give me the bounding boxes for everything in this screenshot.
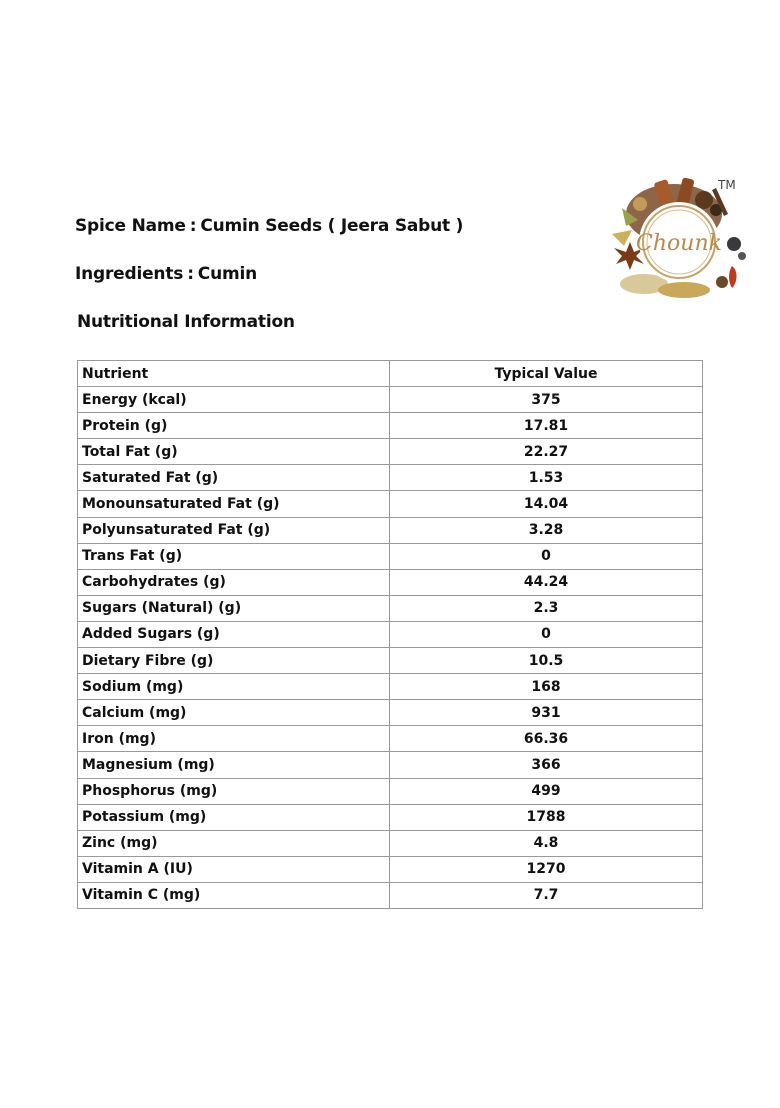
nutritional-information-title: Nutritional Information bbox=[77, 312, 295, 332]
table-row bbox=[78, 726, 703, 752]
nutrient-name: Sodium (mg) bbox=[78, 674, 390, 700]
nutrient-name: Polyunsaturated Fat (g) bbox=[78, 517, 390, 543]
nutrient-name: Carbohydrates (g) bbox=[78, 569, 390, 595]
nutrient-value: 10.5 bbox=[390, 648, 703, 674]
nutrient-value: 14.04 bbox=[390, 491, 703, 517]
nutrient-name: Zinc (mg) bbox=[78, 830, 390, 856]
nutrient-name: Monounsaturated Fat (g) bbox=[78, 491, 390, 517]
table-row bbox=[78, 778, 703, 804]
table-row bbox=[78, 856, 703, 882]
table-header-row bbox=[78, 361, 703, 387]
table-row bbox=[78, 674, 703, 700]
table-row bbox=[78, 387, 703, 413]
nutrient-value: 0 bbox=[390, 543, 703, 569]
nutrient-value: 66.36 bbox=[390, 726, 703, 752]
nutrient-value: 4.8 bbox=[390, 830, 703, 856]
nutrient-name: Trans Fat (g) bbox=[78, 543, 390, 569]
table-row bbox=[78, 700, 703, 726]
nutrient-name: Vitamin A (IU) bbox=[78, 856, 390, 882]
nutrient-value: 1270 bbox=[390, 856, 703, 882]
nutrient-name: Protein (g) bbox=[78, 413, 390, 439]
nutrient-value: 7.7 bbox=[390, 882, 703, 908]
nutrient-name: Vitamin C (mg) bbox=[78, 882, 390, 908]
nutrient-value: 1788 bbox=[390, 804, 703, 830]
spice-name-value: Cumin Seeds ( Jeera Sabut ) bbox=[200, 216, 464, 236]
nutrient-name: Energy (kcal) bbox=[78, 387, 390, 413]
nutrient-name: Calcium (mg) bbox=[78, 700, 390, 726]
table-row bbox=[78, 413, 703, 439]
nutrient-value: 499 bbox=[390, 778, 703, 804]
table-row bbox=[78, 830, 703, 856]
nutrient-name: Dietary Fibre (g) bbox=[78, 648, 390, 674]
table-row bbox=[78, 465, 703, 491]
table-row bbox=[78, 517, 703, 543]
nutrient-name: Added Sugars (g) bbox=[78, 621, 390, 647]
ingredients-label: Ingredients bbox=[75, 264, 184, 284]
table-row bbox=[78, 621, 703, 647]
table-row bbox=[78, 882, 703, 908]
nutrient-value: 3.28 bbox=[390, 517, 703, 543]
nutrient-name: Total Fat (g) bbox=[78, 439, 390, 465]
table-row bbox=[78, 569, 703, 595]
table-row bbox=[78, 804, 703, 830]
spice-name-label: Spice Name bbox=[75, 216, 186, 236]
nutrient-value: 22.27 bbox=[390, 439, 703, 465]
nutrition-table bbox=[77, 360, 703, 909]
nutrient-name: Phosphorus (mg) bbox=[78, 778, 390, 804]
ingredients-value: Cumin bbox=[197, 264, 258, 284]
spice-name-line: Spice Name : Cumin Seeds ( Jeera Sabut ) bbox=[75, 216, 464, 236]
chounk-logo bbox=[604, 174, 754, 304]
table-row bbox=[78, 648, 703, 674]
nutrient-value: 0 bbox=[390, 621, 703, 647]
nutrient-value: 17.81 bbox=[390, 413, 703, 439]
table-row bbox=[78, 543, 703, 569]
nutrient-name: Iron (mg) bbox=[78, 726, 390, 752]
table-row bbox=[78, 595, 703, 621]
trademark-symbol: TM bbox=[718, 178, 736, 192]
nutrient-value: 375 bbox=[390, 387, 703, 413]
nutrient-value: 2.3 bbox=[390, 595, 703, 621]
header-nutrient: Nutrient bbox=[78, 361, 390, 387]
nutrient-name: Saturated Fat (g) bbox=[78, 465, 390, 491]
nutrient-value: 1.53 bbox=[390, 465, 703, 491]
spice-logo-icon bbox=[604, 174, 754, 304]
nutrient-name: Magnesium (mg) bbox=[78, 752, 390, 778]
table-row bbox=[78, 491, 703, 517]
logo-wordmark: Chounk bbox=[636, 231, 722, 256]
ingredients-line: Ingredients : Cumin bbox=[75, 264, 258, 284]
nutrient-value: 366 bbox=[390, 752, 703, 778]
table-row bbox=[78, 752, 703, 778]
nutrient-value: 931 bbox=[390, 700, 703, 726]
nutrient-value: 168 bbox=[390, 674, 703, 700]
header-typical-value: Typical Value bbox=[390, 361, 703, 387]
nutrient-value: 44.24 bbox=[390, 569, 703, 595]
nutrient-name: Potassium (mg) bbox=[78, 804, 390, 830]
nutrient-name: Sugars (Natural) (g) bbox=[78, 595, 390, 621]
table-row bbox=[78, 439, 703, 465]
